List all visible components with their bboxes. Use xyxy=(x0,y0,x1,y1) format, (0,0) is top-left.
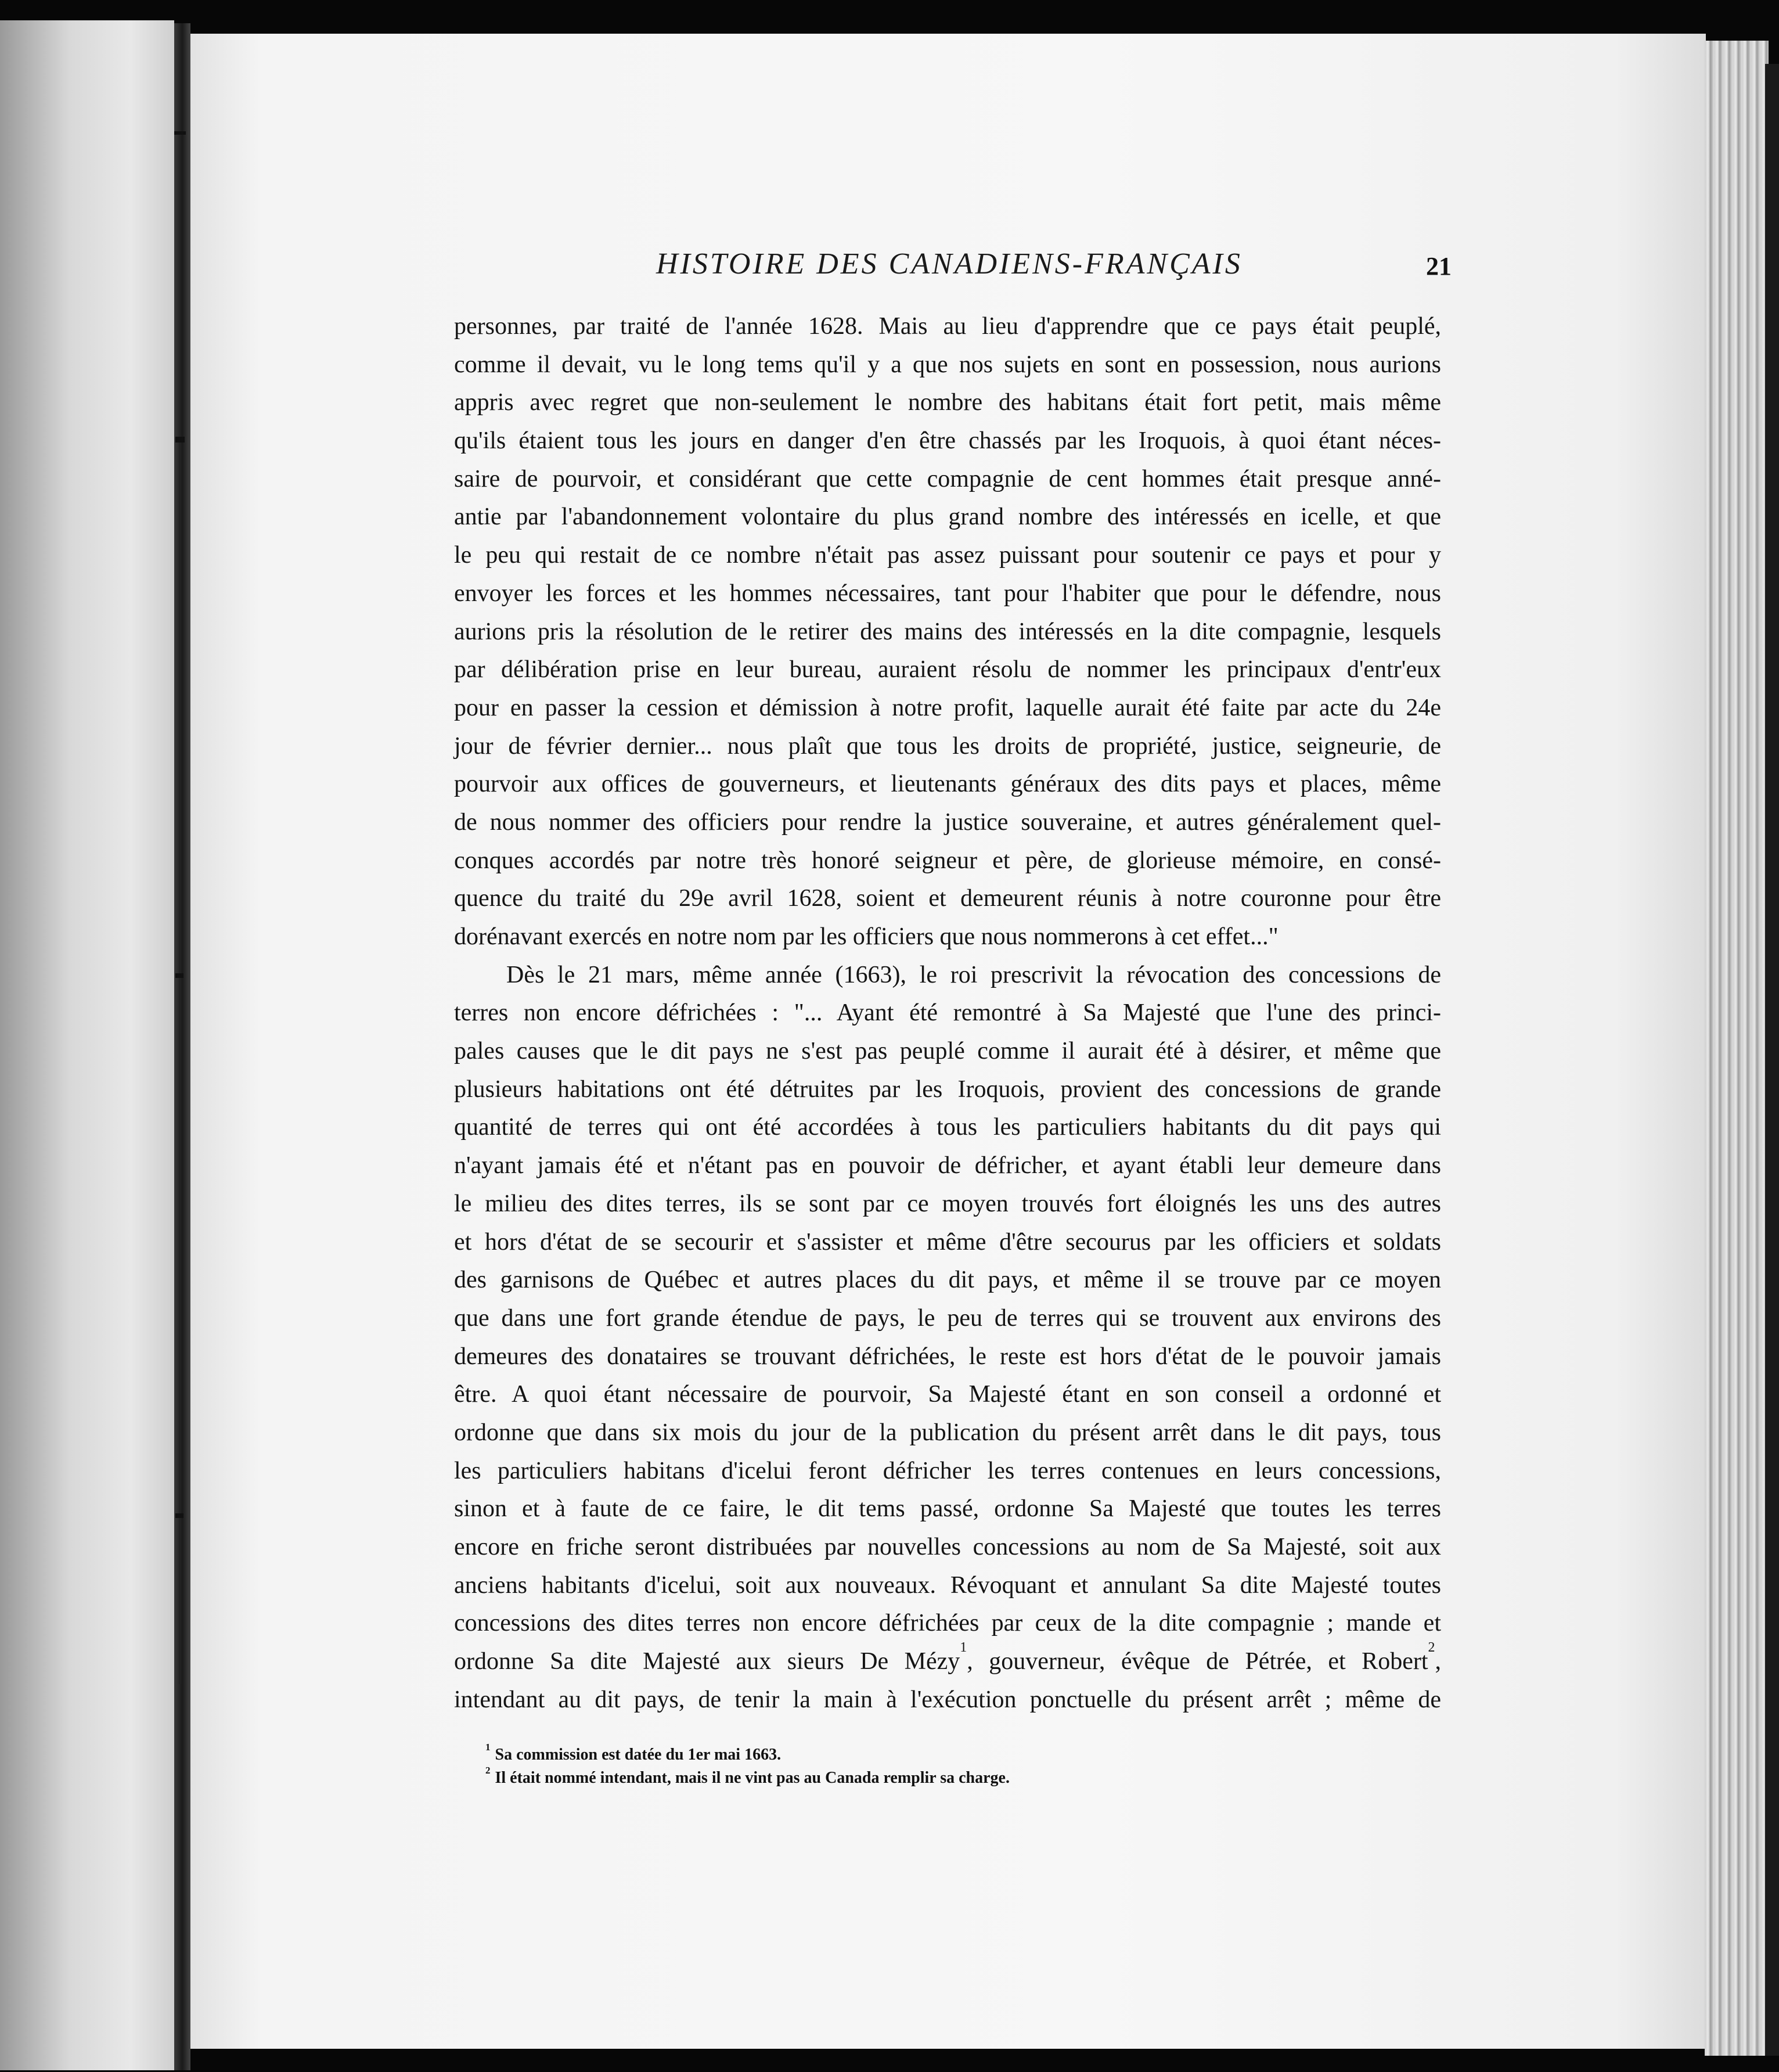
text-line: saire de pourvoir, et considérant que cette compagnie de cent hommes était presque anné- xyxy=(454,465,1441,492)
text-line: pales causes que le dit pays ne s'est pas peuplé comme il aurait été à désirer, et même que xyxy=(454,1038,1441,1065)
gutter-line xyxy=(179,441,181,1684)
text-line: le peu qui restait de ce nombre n'était pas assez puissant pour soutenir ce pays et pour y xyxy=(454,542,1441,569)
text-line: intendant au dit pays, de tenir la main à l'exécution ponctuelle du présent arrêt ; même de xyxy=(454,1686,1441,1713)
text-line: demeures des donataires se trouvant défrichées, le reste est hors d'état de le pouvoir jamais xyxy=(454,1343,1441,1370)
text-line: dorénavant exercés en notre nom par les officiers que nous nommerons à cet effet..." xyxy=(454,923,1279,950)
footnote-marker: 1 xyxy=(485,1742,491,1753)
running-head: HISTOIRE DES CANADIENS-FRANÇAIS xyxy=(656,247,1243,280)
text-line: terres non encore défrichées : "... Ayant été remontré à Sa Majesté que l'une des princi- xyxy=(454,999,1441,1027)
text-line: que dans une fort grande étendue de pays, le peu de terres qui se trouvent aux environs des xyxy=(454,1304,1441,1332)
paragraph-start-line: Dès le 21 mars, même année (1663), le roi prescrivit la révocation des concessions de xyxy=(506,961,1441,988)
text-fragment: , gouverneur, évêque de Pétrée, et Robert xyxy=(967,1648,1428,1675)
text-line: les particuliers habitans d'icelui feront défricher les terres contenues en leurs concessions, xyxy=(454,1457,1441,1484)
gutter-mark xyxy=(175,437,185,443)
text-line: comme il devait, vu le long tems qu'il y a que nos sujets en sont en possession, nous aurions xyxy=(454,351,1441,378)
text-line: antie par l'abandonnement volontaire du plus grand nombre des intéressés en icelle, et que xyxy=(454,503,1441,531)
page-number: 21 xyxy=(1426,252,1452,280)
text-line: plusieurs habitations ont été détruites par les Iroquois, provient des concessions de grande xyxy=(454,1075,1441,1103)
text-fragment: , xyxy=(1435,1648,1441,1675)
footnote xyxy=(485,1767,1356,1790)
footnote-text: Il était nommé intendant, mais il ne vint pas au Canada remplir sa charge. xyxy=(495,1769,1010,1787)
footnotes xyxy=(485,1743,1356,1790)
gutter-mark xyxy=(175,1513,183,1518)
text-line: personnes, par traité de l'année 1628. Mais au lieu d'apprendre que ce pays était peuplé, xyxy=(454,313,1441,340)
footnote-text: Sa commission est datée du 1er mai 1663. xyxy=(495,1746,782,1764)
text-line: n'ayant jamais été et n'étant pas en pouvoir de défricher, et ayant établi leur demeure dans xyxy=(454,1152,1441,1179)
text-line: quantité de terres qui ont été accordées à tous les particuliers habitants du dit pays qui xyxy=(454,1114,1441,1141)
gutter-mark xyxy=(174,131,186,135)
page-stack-edges xyxy=(1705,41,1769,2056)
footnote-ref: 2 xyxy=(1428,1640,1435,1656)
gutter-mark xyxy=(175,973,183,978)
text-line: par délibération prise en leur bureau, auraient résolu de nommer les principaux d'entr'eux xyxy=(454,656,1441,684)
text-line: être. A quoi étant nécessaire de pourvoir, Sa Majesté étant en son conseil a ordonné et xyxy=(454,1381,1441,1408)
footnote xyxy=(485,1743,1356,1767)
text-line: conques accordés par notre très honoré seigneur et père, de glorieuse mémoire, en consé- xyxy=(454,847,1441,874)
text-line: sinon et à faute de ce faire, le dit tems passé, ordonne Sa Majesté que toutes les terres xyxy=(454,1495,1441,1523)
text-line: quence du traité du 29e avril 1628, soient et demeurent réunis à notre couronne pour être xyxy=(454,885,1441,912)
text-line: encore en friche seront distribuées par nouvelles concessions au nom de Sa Majesté, soit aux xyxy=(454,1534,1441,1560)
text-line: le milieu des dites terres, ils se sont par ce moyen trouvés fort éloignés les uns des autres xyxy=(454,1190,1441,1217)
scanner-border xyxy=(1765,64,1779,2056)
text-line-with-footnote-refs xyxy=(454,1640,1441,1681)
text-line: anciens habitants d'icelui, soit aux nouveaux. Révoquant et annulant Sa dite Majesté toutes xyxy=(454,1571,1441,1599)
book-gutter xyxy=(174,23,190,2070)
footnote-marker: 2 xyxy=(485,1765,491,1776)
text-line: jour de février dernier... nous plaît que tous les droits de propriété, justice, seigneurie, de xyxy=(454,732,1441,760)
left-page-edge xyxy=(0,20,174,2070)
text-fragment: ordonne Sa dite Majesté aux sieurs De Mézy xyxy=(454,1648,960,1675)
body-text xyxy=(454,308,1441,1719)
text-line: pourvoir aux offices de gouverneurs, et lieutenants généraux des dits pays et places, même xyxy=(454,771,1441,798)
text-line: qu'ils étaient tous les jours en danger d'en être chassés par les Iroquois, à quoi étant néces- xyxy=(454,427,1441,455)
text-line: de nous nommer des officiers pour rendre la justice souveraine, et autres généralement quel- xyxy=(454,808,1441,836)
text-line: aurions pris la résolution de le retirer des mains des intéressés en la dite compagnie, lesquels xyxy=(454,618,1441,645)
text-line: appris avec regret que non-seulement le nombre des habitans était fort petit, mais même xyxy=(454,389,1441,416)
footnote-ref: 1 xyxy=(960,1640,967,1656)
text-line: concessions des dites terres non encore défrichées par ceux de la dite compagnie ; mande et xyxy=(454,1610,1441,1637)
text-line: des garnisons de Québec et autres places du dit pays, et même il se trouve par ce moyen xyxy=(454,1267,1441,1294)
text-line: ordonne que dans six mois du jour de la publication du présent arrêt dans le dit pays, tous xyxy=(454,1419,1441,1446)
text-line: pour en passer la cession et démission à notre profit, laquelle aurait été faite par acte du 24e xyxy=(454,694,1441,721)
text-line: envoyer les forces et les hommes nécessaires, tant pour l'habiter que pour le défendre, nous xyxy=(454,580,1441,607)
text-line: et hors d'état de se secourir et s'assister et même d'être secourus par les officiers et soldats xyxy=(454,1228,1441,1256)
